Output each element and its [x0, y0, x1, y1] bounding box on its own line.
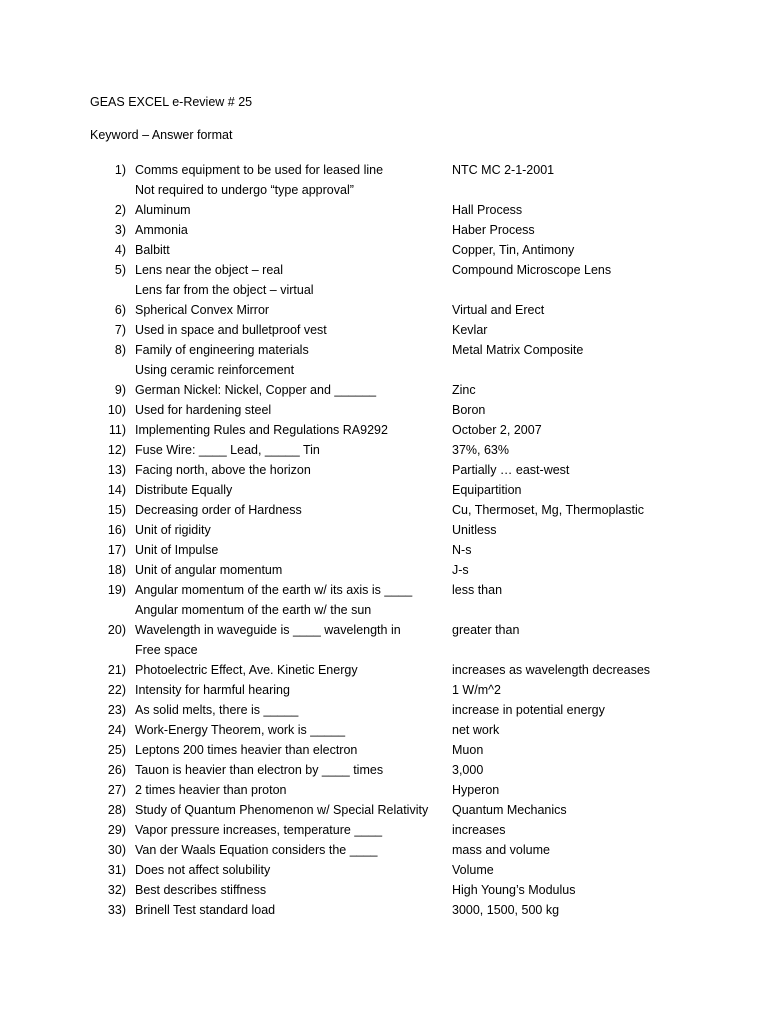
- item-number: 24): [107, 723, 126, 737]
- item-number: 1): [114, 163, 126, 177]
- item-answer: 3,000: [452, 763, 484, 777]
- item-number: 30): [107, 843, 126, 857]
- item-keyword: [135, 240, 445, 260]
- list-item: [0, 560, 768, 580]
- keyword-answer-list: [0, 160, 768, 920]
- list-item: [0, 860, 768, 880]
- item-keyword: [135, 220, 445, 240]
- item-number: 5): [114, 263, 126, 277]
- item-keyword: [135, 440, 445, 460]
- item-answer: October 2, 2007: [452, 423, 542, 437]
- keyword-line: Aluminum: [135, 203, 191, 217]
- item-answer: mass and volume: [452, 843, 550, 857]
- item-keyword: [135, 840, 445, 860]
- list-item: [0, 580, 768, 620]
- item-keyword: [135, 340, 445, 380]
- item-answer: less than: [452, 583, 503, 597]
- item-keyword: [135, 420, 445, 440]
- item-keyword: [135, 720, 445, 740]
- document-subtitle: Keyword – Answer format: [90, 128, 233, 142]
- item-answer: greater than: [452, 623, 520, 637]
- item-number: 3): [114, 223, 126, 237]
- keyword-line: Family of engineering materials: [135, 343, 309, 357]
- item-keyword: [135, 260, 445, 300]
- item-number: 22): [107, 683, 126, 697]
- item-number: 27): [107, 783, 126, 797]
- list-item: [0, 480, 768, 500]
- item-answer: 3000, 1500, 500 kg: [452, 903, 560, 917]
- item-number: 19): [107, 583, 126, 597]
- item-number: 15): [107, 503, 126, 517]
- item-number: 25): [107, 743, 126, 757]
- list-item: [0, 740, 768, 760]
- keyword-line: Lens far from the object – virtual: [135, 283, 314, 297]
- keyword-line: Work-Energy Theorem, work is _____: [135, 723, 346, 737]
- item-keyword: [135, 700, 445, 720]
- item-answer: 37%, 63%: [452, 443, 509, 457]
- item-answer: increase in potential energy: [452, 703, 605, 717]
- item-number: 28): [107, 803, 126, 817]
- keyword-line: Lens near the object – real: [135, 263, 284, 277]
- item-keyword: [135, 480, 445, 500]
- list-item: [0, 260, 768, 300]
- item-keyword: [135, 780, 445, 800]
- item-number: 11): [108, 423, 126, 437]
- item-keyword: [135, 520, 445, 540]
- keyword-line: Unit of rigidity: [135, 523, 211, 537]
- item-keyword: [135, 540, 445, 560]
- keyword-line: As solid melts, there is _____: [135, 703, 299, 717]
- keyword-line: Not required to undergo “type approval”: [135, 183, 354, 197]
- item-answer: Muon: [452, 743, 484, 757]
- item-number: 21): [107, 663, 126, 677]
- list-item: [0, 320, 768, 340]
- keyword-line: Wavelength in waveguide is ____ wavelength in: [135, 623, 401, 637]
- item-keyword: [135, 760, 445, 780]
- keyword-line: Used for hardening steel: [135, 403, 272, 417]
- item-number: 31): [107, 863, 126, 877]
- item-number: 9): [114, 383, 126, 397]
- item-keyword: [135, 660, 445, 680]
- item-keyword: [135, 860, 445, 880]
- item-keyword: [135, 800, 445, 820]
- item-number: 33): [107, 903, 126, 917]
- item-keyword: [135, 380, 445, 400]
- item-keyword: [135, 580, 445, 620]
- item-keyword: [135, 680, 445, 700]
- keyword-line: Angular momentum of the earth w/ the sun: [135, 603, 372, 617]
- list-item: [0, 300, 768, 320]
- list-item: [0, 760, 768, 780]
- keyword-line: Tauon is heavier than electron by ____ times: [135, 763, 384, 777]
- item-number: 12): [107, 443, 126, 457]
- document-title: GEAS EXCEL e-Review # 25: [90, 95, 253, 109]
- item-answer: Cu, Thermoset, Mg, Thermoplastic: [452, 503, 644, 517]
- keyword-line: Best describes stiffness: [135, 883, 267, 897]
- list-item: [0, 380, 768, 400]
- item-answer: NTC MC 2-1-2001: [452, 163, 555, 177]
- list-item: [0, 460, 768, 480]
- item-answer: Hall Process: [452, 203, 523, 217]
- item-answer: Copper, Tin, Antimony: [452, 243, 575, 257]
- list-item: [0, 340, 768, 380]
- item-number: 13): [107, 463, 126, 477]
- list-item: [0, 620, 768, 660]
- item-answer: increases as wavelength decreases: [452, 663, 651, 677]
- item-number: 8): [114, 343, 126, 357]
- item-keyword: [135, 500, 445, 520]
- list-item: [0, 160, 768, 200]
- keyword-line: Unit of angular momentum: [135, 563, 283, 577]
- list-item: [0, 220, 768, 240]
- item-answer: net work: [452, 723, 500, 737]
- item-answer: Hyperon: [452, 783, 500, 797]
- item-answer: Compound Microscope Lens: [452, 263, 612, 277]
- list-item: [0, 200, 768, 220]
- item-answer: increases: [452, 823, 506, 837]
- list-item: [0, 880, 768, 900]
- item-keyword: [135, 160, 445, 200]
- item-answer: Volume: [452, 863, 494, 877]
- list-item: [0, 440, 768, 460]
- item-answer: Kevlar: [452, 323, 488, 337]
- item-number: 16): [107, 523, 126, 537]
- item-answer: Virtual and Erect: [452, 303, 545, 317]
- keyword-line: Study of Quantum Phenomenon w/ Special Relativity: [135, 803, 429, 817]
- list-item: [0, 680, 768, 700]
- item-answer: Boron: [452, 403, 486, 417]
- keyword-line: Van der Waals Equation considers the ____: [135, 843, 378, 857]
- item-answer: Metal Matrix Composite: [452, 343, 584, 357]
- item-keyword: [135, 300, 445, 320]
- list-item: [0, 700, 768, 720]
- list-item: [0, 660, 768, 680]
- item-keyword: [135, 200, 445, 220]
- item-keyword: [135, 620, 445, 660]
- item-number: 26): [107, 763, 126, 777]
- item-number: 10): [107, 403, 126, 417]
- item-number: 7): [114, 323, 126, 337]
- item-number: 29): [107, 823, 126, 837]
- keyword-line: Photoelectric Effect, Ave. Kinetic Energy: [135, 663, 358, 677]
- keyword-line: Intensity for harmful hearing: [135, 683, 290, 697]
- item-answer: Zinc: [452, 383, 476, 397]
- item-number: 23): [107, 703, 126, 717]
- keyword-line: Balbitt: [135, 243, 170, 257]
- list-item: [0, 780, 768, 800]
- list-item: [0, 800, 768, 820]
- item-keyword: [135, 320, 445, 340]
- keyword-line: German Nickel: Nickel, Copper and ______: [135, 383, 377, 397]
- item-answer: Partially … east-west: [452, 463, 570, 477]
- item-number: 4): [114, 243, 126, 257]
- item-keyword: [135, 880, 445, 900]
- list-item: [0, 820, 768, 840]
- item-answer: N-s: [452, 543, 472, 557]
- list-item: [0, 400, 768, 420]
- item-answer: J-s: [452, 563, 469, 577]
- keyword-line: Unit of Impulse: [135, 543, 219, 557]
- keyword-line: Using ceramic reinforcement: [135, 363, 295, 377]
- item-answer: Quantum Mechanics: [452, 803, 567, 817]
- keyword-line: 2 times heavier than proton: [135, 783, 287, 797]
- item-number: 17): [107, 543, 126, 557]
- keyword-line: Vapor pressure increases, temperature ____: [135, 823, 383, 837]
- list-item: [0, 900, 768, 920]
- keyword-line: Implementing Rules and Regulations RA9292: [135, 423, 388, 437]
- item-keyword: [135, 820, 445, 840]
- list-item: [0, 240, 768, 260]
- keyword-line: Brinell Test standard load: [135, 903, 276, 917]
- item-keyword: [135, 740, 445, 760]
- item-keyword: [135, 560, 445, 580]
- item-number: 32): [107, 883, 126, 897]
- keyword-line: Ammonia: [135, 223, 188, 237]
- keyword-line: Comms equipment to be used for leased line: [135, 163, 384, 177]
- item-number: 20): [107, 623, 126, 637]
- item-keyword: [135, 460, 445, 480]
- item-answer: High Young’s Modulus: [452, 883, 576, 897]
- item-answer: 1 W/m^2: [452, 683, 501, 697]
- keyword-line: Does not affect solubility: [135, 863, 271, 877]
- list-item: [0, 520, 768, 540]
- item-number: 18): [107, 563, 126, 577]
- list-item: [0, 840, 768, 860]
- keyword-line: Angular momentum of the earth w/ its axis is ____: [135, 583, 413, 597]
- item-answer: Equipartition: [452, 483, 522, 497]
- keyword-line: Free space: [135, 643, 198, 657]
- keyword-line: Spherical Convex Mirror: [135, 303, 270, 317]
- item-keyword: [135, 900, 445, 920]
- item-number: 6): [114, 303, 126, 317]
- item-answer: Haber Process: [452, 223, 535, 237]
- keyword-line: Distribute Equally: [135, 483, 233, 497]
- item-answer: Unitless: [452, 523, 497, 537]
- list-item: [0, 720, 768, 740]
- keyword-line: Decreasing order of Hardness: [135, 503, 302, 517]
- list-item: [0, 500, 768, 520]
- keyword-line: Facing north, above the horizon: [135, 463, 311, 477]
- list-item: [0, 420, 768, 440]
- item-keyword: [135, 400, 445, 420]
- list-item: [0, 540, 768, 560]
- item-number: 2): [114, 203, 126, 217]
- keyword-line: Leptons 200 times heavier than electron: [135, 743, 358, 757]
- item-number: 14): [107, 483, 126, 497]
- keyword-line: Used in space and bulletproof vest: [135, 323, 327, 337]
- keyword-line: Fuse Wire: ____ Lead, _____ Tin: [135, 443, 320, 457]
